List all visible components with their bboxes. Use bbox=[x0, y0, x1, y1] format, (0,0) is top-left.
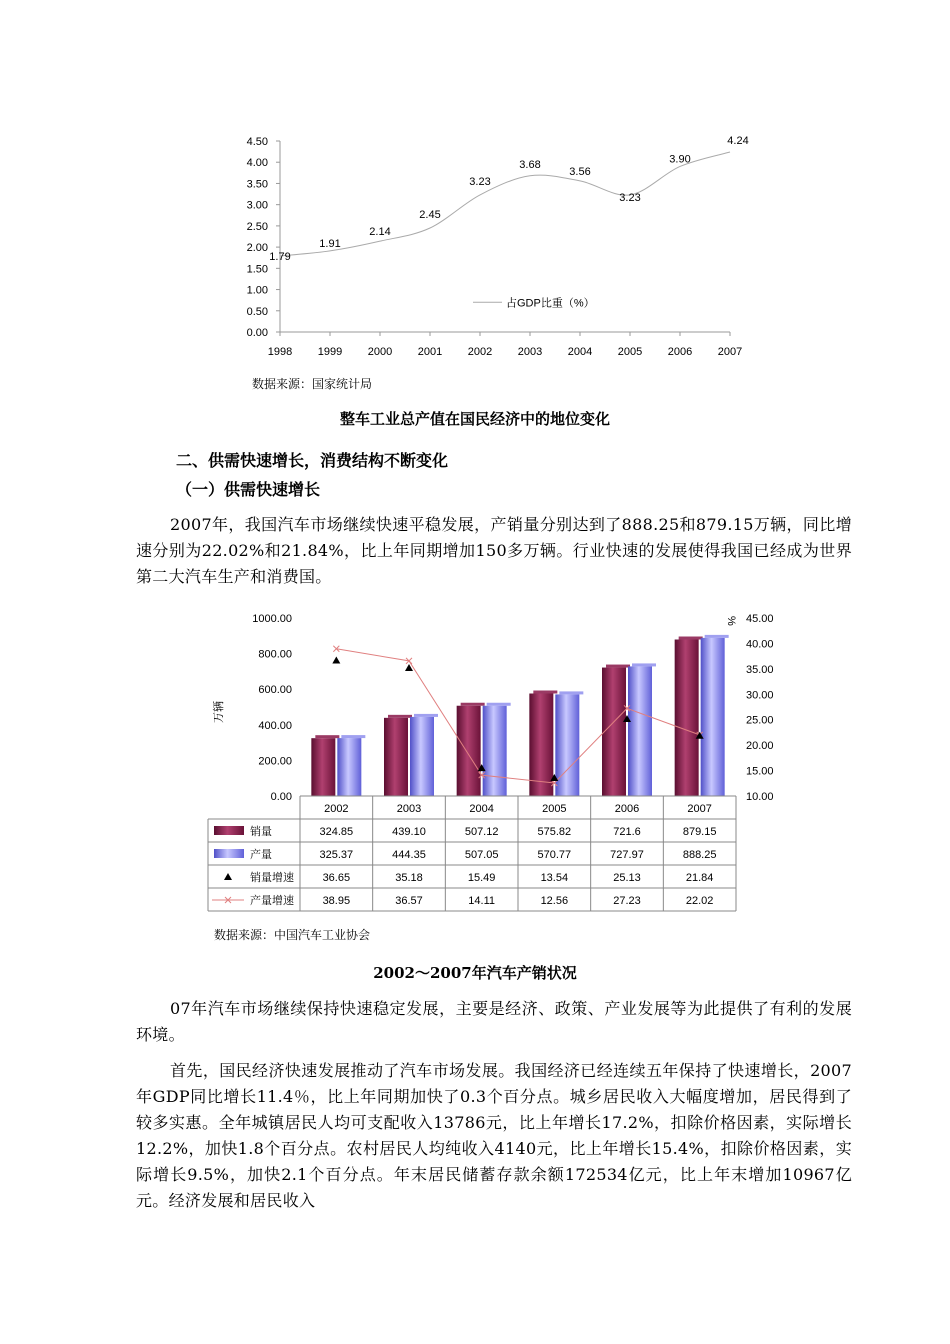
chart2-bar-sales bbox=[311, 738, 335, 796]
chart2-bar-production bbox=[701, 638, 725, 796]
chart2-table-cell: 507.05 bbox=[464, 849, 499, 861]
chart2-right-tick-label: 10.00 bbox=[746, 791, 774, 803]
chart2-table-cell: 570.77 bbox=[537, 849, 572, 861]
chart1-data-label: 3.23 bbox=[619, 191, 641, 204]
chart1-y-tick-label: 2.00 bbox=[246, 242, 268, 255]
chart2-bar-production bbox=[555, 694, 579, 796]
chart2-bar-sales-top bbox=[388, 715, 412, 718]
chart1-y-tick-label: 3.00 bbox=[246, 199, 268, 212]
chart1-data-label: 3.68 bbox=[519, 158, 541, 171]
chart1-x-tick-label: 2000 bbox=[367, 346, 393, 358]
chart2-legend-label: 销量增速 bbox=[250, 872, 294, 884]
chart2-right-tick-label: 30.00 bbox=[746, 689, 774, 702]
chart2-category-label: 2003 bbox=[396, 803, 422, 815]
chart1-data-label: 3.23 bbox=[469, 175, 491, 188]
chart2-category-label: 2004 bbox=[469, 803, 494, 815]
chart1-data-label: 2.45 bbox=[419, 209, 441, 222]
chart1-x-tick-label: 2006 bbox=[667, 346, 693, 358]
chart1-x-tick-label: 2001 bbox=[417, 346, 443, 358]
chart1-legend-label: 占GDP比重（%） bbox=[506, 297, 595, 310]
chart2-sales-growth-marker bbox=[332, 656, 340, 663]
chart2-legend-production-swatch bbox=[214, 849, 244, 858]
chart1-data-label: 1.79 bbox=[269, 251, 291, 264]
chart2-bar-sales-top bbox=[606, 665, 630, 668]
chart2-bar-sales bbox=[675, 640, 699, 796]
chart1-y-tick-label: 2.50 bbox=[246, 220, 268, 233]
chart2-left-tick-label: 1000.00 bbox=[252, 613, 292, 625]
chart2-bar-sales-top bbox=[461, 703, 485, 706]
chart2-table-cell: 25.13 bbox=[613, 872, 641, 884]
chart2-left-tick-label: 200.00 bbox=[258, 755, 292, 768]
chart2-bar-production bbox=[410, 717, 434, 796]
chart2-table-cell: 27.23 bbox=[613, 895, 641, 907]
chart1-data-label: 1.91 bbox=[319, 237, 341, 250]
chart2-table-cell: 38.95 bbox=[322, 895, 351, 907]
chart2-table-cell: 14.11 bbox=[468, 895, 496, 907]
chart1-series-line bbox=[280, 152, 730, 256]
chart2-table-cell: 439.10 bbox=[392, 826, 426, 838]
chart1-x-tick-label: 2003 bbox=[517, 346, 543, 358]
chart1-x-tick-label: 1998 bbox=[267, 346, 293, 358]
chart1-y-tick-label: 1.50 bbox=[246, 263, 268, 276]
chart1-source: 数据来源：国家统计局 bbox=[252, 377, 373, 391]
chart2-caption: 2002～2007年汽车产销状况 bbox=[373, 964, 577, 982]
chart2-bar-production bbox=[337, 738, 361, 796]
chart2-table-cell: 324.85 bbox=[319, 826, 354, 838]
chart2-table-cell: 15.49 bbox=[467, 872, 496, 884]
paragraph-1: 2007年，我国汽车市场继续快速平稳发展，产销量分别达到了888.25和879.15万辆，同比增速分别为22.02%和21.84%，比上年同期增加150多万辆。行业快速的发展使得我国已经成为世界第二大汽车生产和消费国。 bbox=[136, 515, 852, 586]
section-heading: 二、供需快速增长，消费结构不断变化 bbox=[176, 451, 449, 470]
chart1-data-label: 4.24 bbox=[727, 135, 749, 148]
chart1-y-tick-label: 0.00 bbox=[246, 327, 268, 339]
chart2-table-cell: 721.6 bbox=[613, 826, 641, 838]
chart2-table-cell: 727.97 bbox=[610, 849, 644, 861]
chart2-table-cell: 22.02 bbox=[685, 895, 714, 907]
chart2-bar-sales bbox=[457, 706, 481, 796]
chart1-data-label: 3.56 bbox=[569, 165, 591, 178]
chart1-x-tick-label: 2005 bbox=[617, 346, 643, 358]
chart1-caption: 整车工业总产值在国民经济中的地位变化 bbox=[339, 410, 610, 428]
chart2-bar-production-top bbox=[705, 635, 729, 638]
chart1-y-tick-label: 1.00 bbox=[246, 284, 268, 297]
chart2-right-tick-label: 40.00 bbox=[746, 638, 774, 651]
chart2-right-tick-label: 45.00 bbox=[746, 613, 774, 625]
chart2-table-cell: 36.57 bbox=[395, 895, 423, 907]
chart1-x-tick-label: 2007 bbox=[717, 346, 743, 358]
chart2-bar-sales bbox=[384, 718, 408, 796]
chart2-table-cell: 12.56 bbox=[540, 895, 569, 907]
chart1-y-tick-label: 0.50 bbox=[246, 305, 268, 318]
chart2-bar-production-top bbox=[632, 663, 656, 666]
gdp-share-line-chart bbox=[230, 128, 770, 368]
chart1-y-tick-label: 3.50 bbox=[246, 178, 268, 191]
chart1-data-label: 3.90 bbox=[669, 153, 691, 166]
chart1-y-tick-label: 4.00 bbox=[246, 157, 268, 170]
paragraph-3: 首先，国民经济快速发展推动了汽车市场发展。我国经济已经连续五年保持了快速增长，2007年GDP同比增长11.4％，比上年同期加快了0.3个百分点。城乡居民收入大幅度增加，居民得到了较多实惠。全年城镇居民人均可支配收入13786元，比上年增长17.2%，扣除价格因素，实际增长12.2%，加快1.8个百分点。农村居民人均纯收入4140元，比上年增长15.4%，扣除价格因素，实际增长9.5%，加快2.1个百分点。年末居民储蓄存款余额172534亿元，比上年末增加10967亿元。经济发展和居民收入 bbox=[136, 1061, 852, 1210]
chart2-right-axis-title: % bbox=[725, 616, 737, 626]
chart2-table-cell: 325.37 bbox=[319, 849, 354, 861]
chart1-y-tick-label: 4.50 bbox=[246, 136, 268, 148]
chart2-bar-sales-top bbox=[315, 735, 339, 738]
chart2-table-cell: 879.15 bbox=[682, 826, 717, 838]
chart2-left-tick-label: 400.00 bbox=[258, 719, 292, 732]
chart2-category-label: 2006 bbox=[614, 803, 640, 815]
chart2-right-tick-label: 35.00 bbox=[746, 663, 774, 676]
chart2-table-cell: 507.12 bbox=[464, 826, 499, 838]
auto-production-sales-chart bbox=[200, 600, 800, 920]
chart1-x-tick-label: 2002 bbox=[467, 346, 493, 358]
chart2-left-tick-label: 0.00 bbox=[270, 791, 292, 803]
paragraph-2: 07年汽车市场继续保持快速稳定发展，主要是经济、政策、产业发展等为此提供了有利的发展环境。 bbox=[136, 999, 852, 1044]
chart2-right-tick-label: 20.00 bbox=[746, 740, 774, 753]
chart2-legend-sales-swatch bbox=[214, 826, 244, 835]
chart2-left-axis-title: 万辆 bbox=[213, 701, 225, 723]
chart2-bar-production-top bbox=[487, 703, 511, 706]
chart2-legend-label: 产量 bbox=[250, 849, 272, 861]
chart2-legend-label: 销量 bbox=[250, 826, 272, 838]
section-subheading: （一）供需快速增长 bbox=[176, 480, 321, 499]
chart2-bar-sales bbox=[602, 668, 626, 796]
chart2-bar-production-top bbox=[559, 691, 583, 694]
chart2-table-cell: 21.84 bbox=[685, 872, 714, 884]
chart2-category-label: 2002 bbox=[324, 803, 349, 815]
chart2-right-tick-label: 15.00 bbox=[746, 765, 774, 778]
chart2-legend-sales-growth-marker bbox=[224, 873, 232, 880]
chart2-table-cell: 35.18 bbox=[395, 872, 423, 884]
chart2-bar-sales-top bbox=[679, 637, 703, 640]
chart2-left-tick-label: 600.00 bbox=[258, 684, 292, 697]
chart2-bar-sales-top bbox=[533, 691, 557, 694]
chart2-table-cell: 575.82 bbox=[537, 826, 572, 838]
chart2-bar-production-top bbox=[341, 735, 365, 738]
chart2-left-tick-label: 800.00 bbox=[258, 648, 292, 661]
chart2-bar-production bbox=[483, 706, 507, 796]
chart1-x-tick-label: 1999 bbox=[317, 346, 343, 358]
chart2-category-label: 2007 bbox=[687, 803, 712, 815]
chart2-table-cell: 36.65 bbox=[322, 872, 351, 884]
chart2-bar-production bbox=[628, 666, 652, 796]
chart1-data-label: 2.14 bbox=[369, 226, 391, 239]
chart2-legend-label: 产量增速 bbox=[250, 895, 294, 907]
chart2-right-tick-label: 25.00 bbox=[746, 714, 774, 727]
chart2-bar-production-top bbox=[414, 714, 438, 717]
chart2-table-cell: 444.35 bbox=[392, 849, 426, 861]
chart2-category-label: 2005 bbox=[542, 803, 567, 815]
chart2-source: 数据来源：中国汽车工业协会 bbox=[214, 928, 371, 942]
chart2-table-cell: 13.54 bbox=[540, 872, 569, 884]
chart2-table-cell: 888.25 bbox=[682, 849, 717, 861]
chart1-x-tick-label: 2004 bbox=[567, 346, 593, 358]
